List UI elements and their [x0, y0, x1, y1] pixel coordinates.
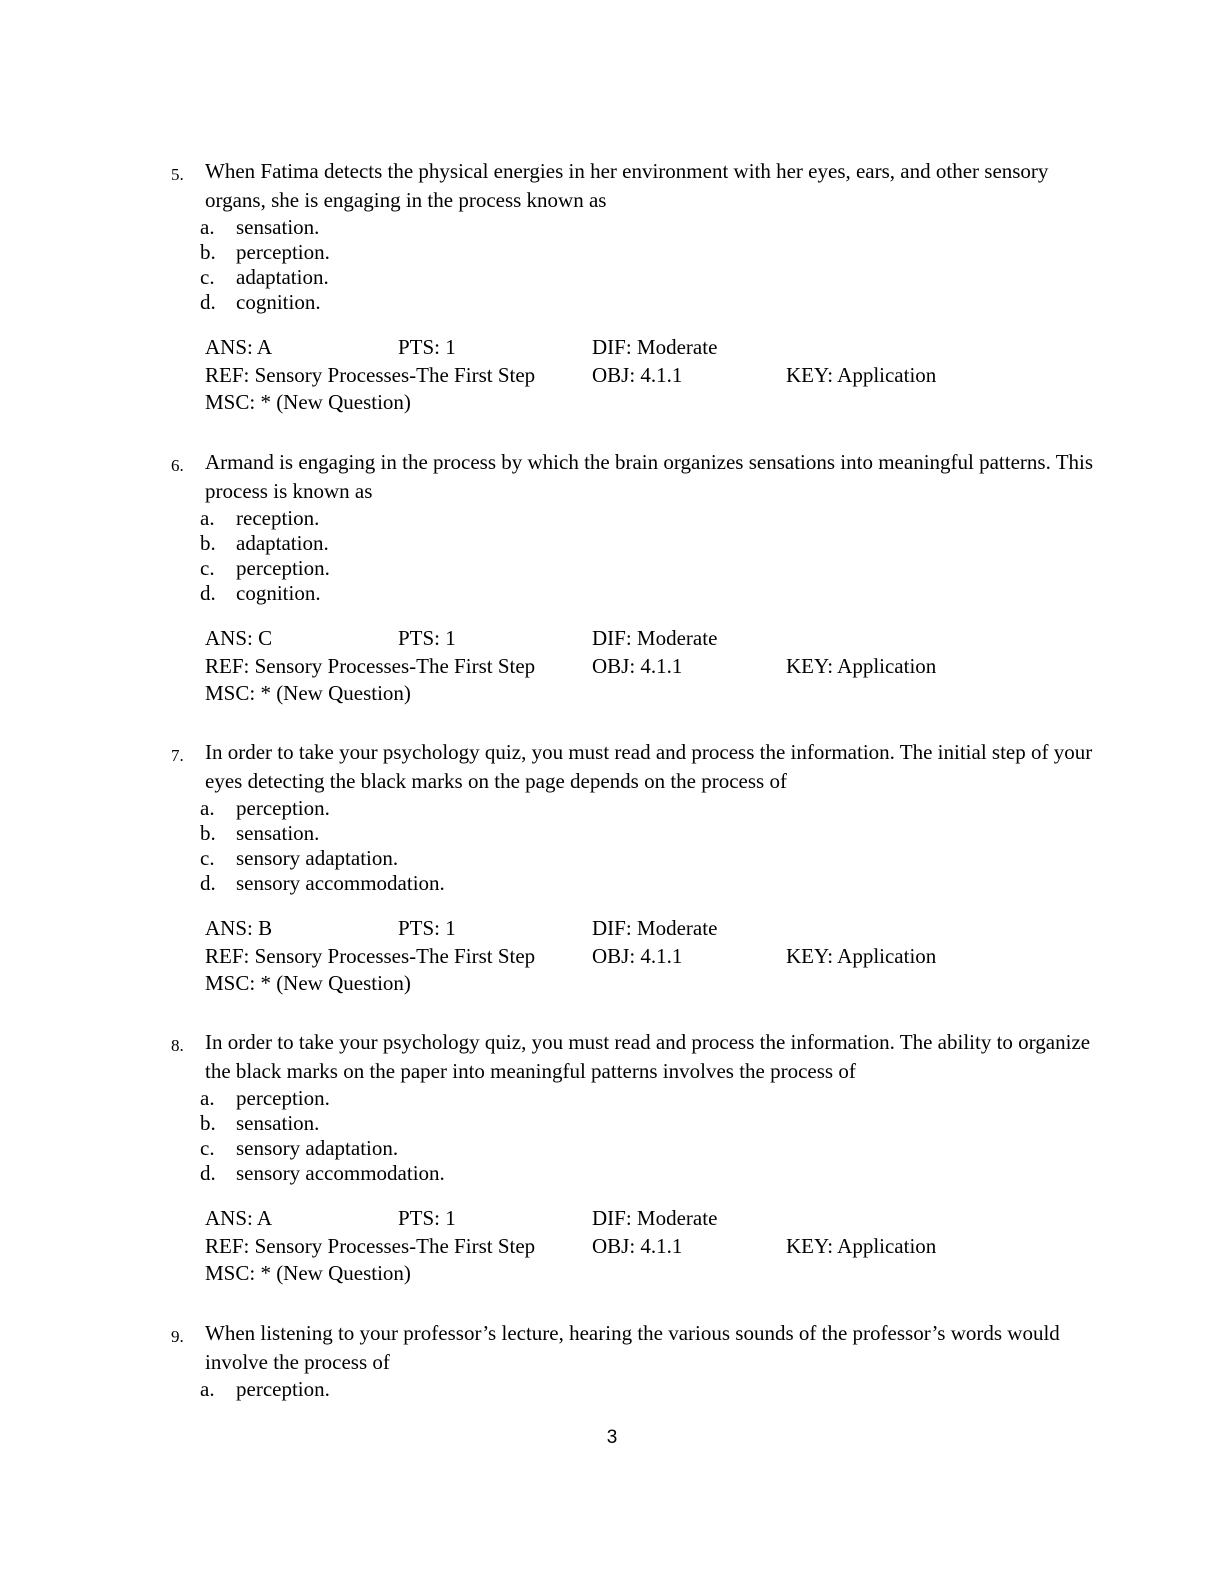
- option-text: sensation.: [236, 1111, 320, 1135]
- misc: MSC: * (New Question): [205, 681, 411, 705]
- option-letter: c.: [200, 1136, 215, 1160]
- option-a: [200, 1377, 330, 1402]
- option-text: sensory adaptation.: [236, 846, 399, 870]
- points: PTS: 1: [398, 335, 456, 359]
- option-c: [200, 1136, 398, 1161]
- page-number: 3: [606, 1427, 618, 1448]
- option-text: adaptation.: [236, 531, 329, 555]
- key-type: KEY: Application: [786, 1234, 937, 1258]
- option-c: [200, 265, 329, 290]
- option-text: sensory accommodation.: [236, 1161, 445, 1185]
- answer-key: ANS: A: [205, 335, 273, 359]
- objective: OBJ: 4.1.1: [592, 1234, 683, 1258]
- misc: MSC: * (New Question): [205, 971, 411, 995]
- option-text: cognition.: [236, 581, 321, 605]
- option-letter: c.: [200, 846, 215, 870]
- question-number: 6.: [171, 456, 184, 475]
- option-d: [200, 871, 445, 896]
- points: PTS: 1: [398, 916, 456, 940]
- option-text: adaptation.: [236, 265, 329, 289]
- option-text: cognition.: [236, 290, 321, 314]
- question-stem: In order to take your psychology quiz, you must read and process the information. The initial step of your eyes detecting the black marks on the page depends on the process of: [205, 740, 1093, 793]
- option-letter: c.: [200, 265, 215, 289]
- option-letter: d.: [200, 290, 216, 314]
- option-b: [200, 821, 319, 846]
- option-letter: a.: [200, 506, 215, 530]
- question-stem: In order to take your psychology quiz, you must read and process the information. The ability to organize the black marks on the paper into meaningful patterns involves the process of: [205, 1030, 1091, 1083]
- option-text: sensory accommodation.: [236, 871, 445, 895]
- question-stem: Armand is engaging in the process by which the brain organizes sensations into meaningful patterns. This process is known as: [205, 450, 1094, 503]
- option-b: [200, 240, 330, 265]
- difficulty: DIF: Moderate: [592, 1206, 718, 1230]
- option-letter: a.: [200, 796, 215, 820]
- answer-key: ANS: B: [205, 916, 273, 940]
- option-b: [200, 531, 329, 556]
- reference: REF: Sensory Processes-The First Step: [205, 1234, 536, 1258]
- option-text: perception.: [236, 1086, 330, 1110]
- option-letter: a.: [200, 1377, 215, 1401]
- difficulty: DIF: Moderate: [592, 626, 718, 650]
- reference: REF: Sensory Processes-The First Step: [205, 944, 536, 968]
- misc: MSC: * (New Question): [205, 390, 411, 414]
- question-number: 7.: [171, 746, 184, 765]
- option-letter: d.: [200, 581, 216, 605]
- option-c: [200, 556, 330, 581]
- option-text: perception.: [236, 556, 330, 580]
- option-letter: b.: [200, 531, 216, 555]
- points: PTS: 1: [398, 626, 456, 650]
- option-c: [200, 846, 398, 871]
- question-number: 8.: [171, 1036, 184, 1055]
- key-type: KEY: Application: [786, 363, 937, 387]
- reference: REF: Sensory Processes-The First Step: [205, 363, 536, 387]
- option-letter: a.: [200, 1086, 215, 1110]
- key-type: KEY: Application: [786, 654, 937, 678]
- option-text: sensation.: [236, 821, 320, 845]
- objective: OBJ: 4.1.1: [592, 944, 683, 968]
- option-letter: d.: [200, 1161, 216, 1185]
- objective: OBJ: 4.1.1: [592, 363, 683, 387]
- option-text: perception.: [236, 1377, 330, 1401]
- question-stem: When Fatima detects the physical energies in her environment with her eyes, ears, and other sensory organs, she is engaging in the process known as: [205, 159, 1049, 212]
- option-d: [200, 581, 321, 606]
- key-type: KEY: Application: [786, 944, 937, 968]
- question-number: 9.: [171, 1327, 184, 1346]
- objective: OBJ: 4.1.1: [592, 654, 683, 678]
- misc: MSC: * (New Question): [205, 1261, 411, 1285]
- option-a: [200, 1086, 330, 1111]
- option-a: [200, 215, 319, 240]
- answer-key: ANS: A: [205, 1206, 273, 1230]
- question-stem: When listening to your professor’s lecture, hearing the various sounds of the professor’s words would involve the process of: [205, 1321, 1060, 1374]
- option-letter: d.: [200, 871, 216, 895]
- answer-key: ANS: C: [205, 626, 273, 650]
- difficulty: DIF: Moderate: [592, 335, 718, 359]
- option-text: reception.: [236, 506, 320, 530]
- option-text: perception.: [236, 240, 330, 264]
- option-letter: b.: [200, 821, 216, 845]
- option-b: [200, 1111, 319, 1136]
- option-letter: c.: [200, 556, 215, 580]
- difficulty: DIF: Moderate: [592, 916, 718, 940]
- option-d: [200, 290, 321, 315]
- option-a: [200, 506, 319, 531]
- question-number: 5.: [171, 165, 184, 184]
- option-letter: b.: [200, 1111, 216, 1135]
- points: PTS: 1: [398, 1206, 456, 1230]
- option-d: [200, 1161, 445, 1186]
- option-text: perception.: [236, 796, 330, 820]
- option-letter: b.: [200, 240, 216, 264]
- option-a: [200, 796, 330, 821]
- option-text: sensation.: [236, 215, 320, 239]
- option-text: sensory adaptation.: [236, 1136, 399, 1160]
- reference: REF: Sensory Processes-The First Step: [205, 654, 536, 678]
- option-letter: a.: [200, 215, 215, 239]
